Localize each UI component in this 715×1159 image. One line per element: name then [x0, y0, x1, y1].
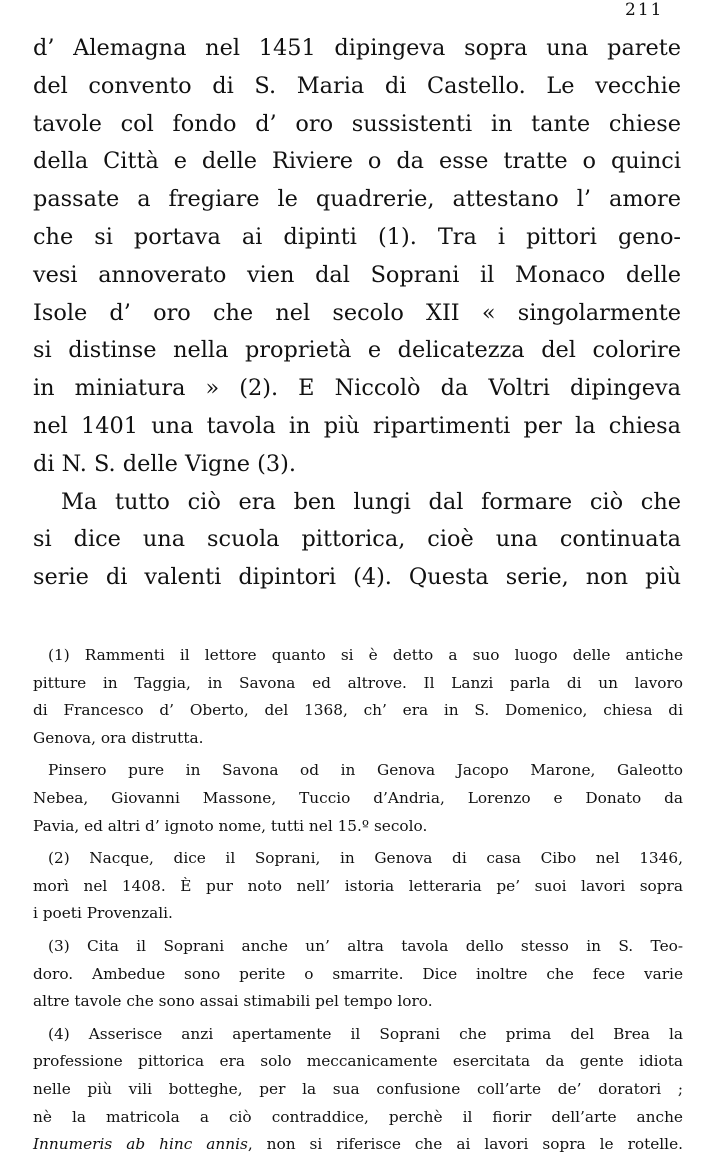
text-line: si distinse nella proprietà e delicatezza del colorire	[33, 337, 681, 364]
footnote-line: (2) Nacque, dice il Soprani, in Genova di casa Cibo nel 1346,	[48, 849, 683, 868]
footnote-line: di Francesco d’ Oberto, del 1368, ch’ era in S. Domenico, chiesa di	[33, 701, 683, 720]
text-line: che si portava ai dipinti (1). Tra i pittori geno-	[33, 223, 681, 250]
footnote-line: professione pittorica era solo meccanicamente esercitata da gente idiota	[33, 1052, 683, 1071]
footnote-line: pitture in Taggia, in Savona ed altrove. Il Lanzi parla di un lavoro	[33, 673, 683, 692]
footnote-line: morì nel 1408. È pur noto nell’ istoria letteraria pe’ suoi lavori sopra	[33, 876, 683, 895]
text-line: in miniatura » (2). E Niccolò da Voltri dipingeva	[33, 375, 681, 402]
footnote-line: nè la matricola a ciò contraddice, perchè il fiorir dell’arte anche	[33, 1107, 683, 1126]
main-text	[33, 30, 681, 597]
footnote-line: Pavia, ed altri d’ ignoto nome, tutti nel 15.º secolo.	[33, 816, 428, 835]
page-number: 211	[625, 0, 664, 20]
text-line: passate a fregiare le quadrerie, attestano l’ amore	[33, 186, 681, 213]
text-line: Isole d’ oro che nel secolo XII « singolarmente	[33, 299, 681, 326]
footnote-2	[33, 845, 683, 928]
footnote-line: altre tavole che sono assai stimabili pel tempo loro.	[33, 992, 433, 1011]
footnote-line: doro. Ambedue sono perite o smarrite. Dice inoltre che fece varie	[33, 964, 683, 983]
footnote-4	[33, 1021, 683, 1159]
footnote-line: (4) Asserisce anzi apertamente il Soprani che prima del Brea la	[48, 1024, 683, 1043]
footnote-line: i poeti Provenzali.	[33, 904, 173, 923]
footnotes	[33, 642, 683, 1159]
text-line: del convento di S. Maria di Castello. Le vecchie	[33, 72, 681, 99]
italic-phrase: Innumeris ab hinc annis	[33, 1135, 248, 1154]
footnote-line-rest: , non si riferisce che ai lavori sopra le rotelle.	[247, 1135, 683, 1154]
text-line: d’ Alemagna nel 1451 dipingeva sopra una parete	[33, 35, 681, 61]
text-line: di N. S. delle Vigne (3).	[33, 450, 296, 477]
footnote-line: Genova, ora distrutta.	[33, 728, 204, 747]
text-line: Ma tutto ciò era ben lungi dal formare ciò che	[61, 488, 681, 515]
footnote-3	[33, 933, 683, 1016]
text-line: tavole col fondo d’ oro sussistenti in tante chiese	[33, 110, 681, 137]
text-line: si dice una scuola pittorica, cioè una continuata	[33, 526, 681, 553]
footnote-line: (1) Rammenti il lettore quanto si è detto a suo luogo delle antiche	[48, 646, 683, 664]
footnote-line: Nebea, Giovanni Massone, Tuccio d’Andria, Lorenzo e Donato da	[33, 788, 683, 807]
text-line: vesi annoverato vien dal Soprani il Monaco delle	[33, 261, 681, 288]
footnote-line	[33, 1131, 683, 1159]
text-line: della Città e delle Riviere o da esse tratte o quinci	[33, 148, 681, 175]
footnote-1	[33, 642, 683, 752]
footnote-line: (3) Cita il Soprani anche un’ altra tavola dello stesso in S. Teo-	[48, 936, 683, 955]
text-line: nel 1401 una tavola in più ripartimenti per la chiesa	[33, 412, 681, 439]
text-line: serie di valenti dipintori (4). Questa serie, non più	[33, 564, 681, 591]
footnote-line: nelle più vili botteghe, per la sua confusione coll’arte de’ doratori ;	[33, 1079, 683, 1098]
footnote-line: Pinsero pure in Savona od in Genova Jacopo Marone, Galeotto	[48, 761, 683, 780]
footnote-1-continued	[33, 757, 683, 840]
